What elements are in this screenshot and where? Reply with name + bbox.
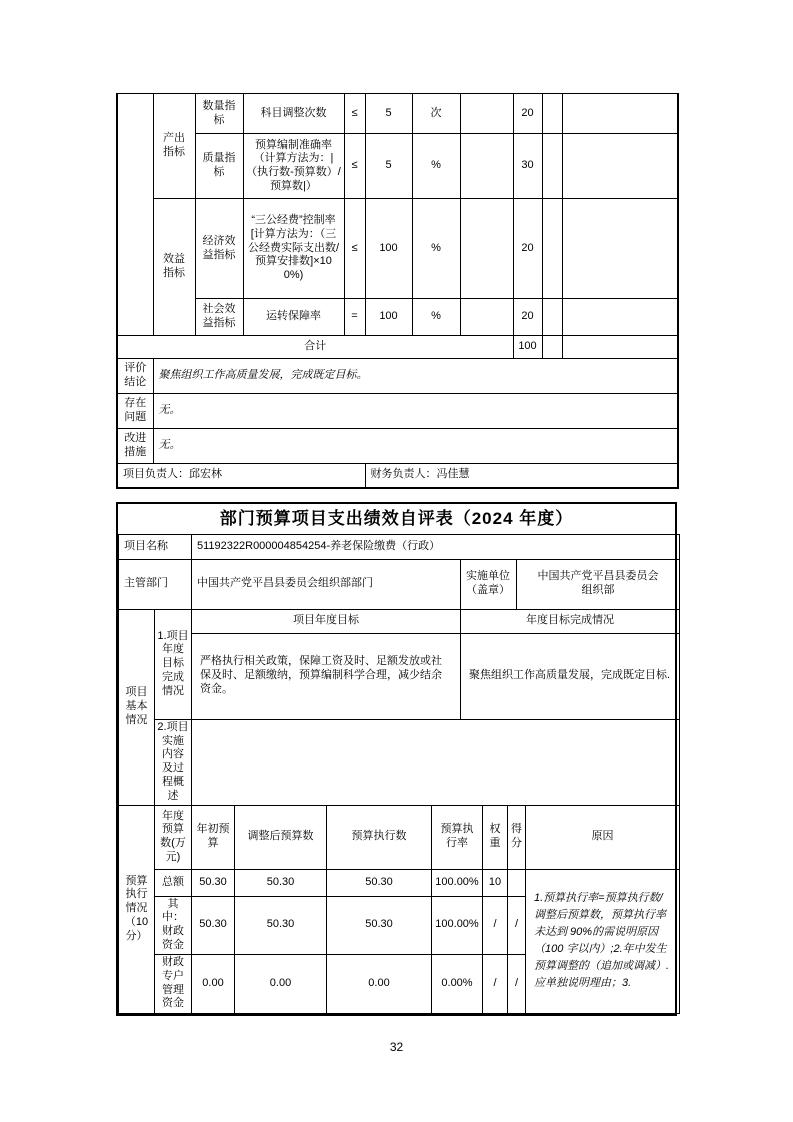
actual-value-cell bbox=[460, 94, 513, 134]
rate-value-cell: 100.00% bbox=[432, 869, 483, 896]
impl-unit-label-cell: 实施单位（盖章） bbox=[461, 559, 517, 609]
deviation-reason-cell bbox=[562, 134, 678, 199]
score-header-cell: 得分 bbox=[508, 805, 526, 869]
weight-value-cell: 10 bbox=[483, 869, 508, 896]
weight-value-cell: / bbox=[483, 896, 508, 954]
target-value-cell: 100 bbox=[365, 199, 412, 299]
sheet bbox=[116, 93, 677, 1054]
rate-header-cell: 预算执行率 bbox=[432, 805, 483, 869]
project-name-label-cell: 项目名称 bbox=[119, 534, 192, 559]
operator-cell: = bbox=[344, 299, 365, 336]
basic-info-section bbox=[118, 609, 680, 806]
executed-header-cell: 预算执行数 bbox=[327, 805, 432, 869]
target-value-cell: 5 bbox=[365, 94, 412, 134]
reason-text-cell: 1.预算执行率=预算执行数/调整后预算数，预算执行率未达到 90%的需说明原因（100 字以内）;2.年中发生预算调整的（追加或调减）.应单独说明理由；3. bbox=[526, 869, 680, 1013]
indicator-name-cell: 运转保障率 bbox=[243, 299, 344, 336]
budget-row-label-cell: 财政专户管理资金 bbox=[155, 954, 192, 1013]
indicator-name-cell: “三公经费”控制率[计算方法为：（三公经费实际支出数/预算安排数]×100%) bbox=[243, 199, 344, 299]
goal-done-col-header-cell: 年度目标完成情况 bbox=[461, 609, 680, 633]
actual-value-cell bbox=[460, 199, 513, 299]
unit-cell: 次 bbox=[412, 94, 460, 134]
budget-header-row bbox=[119, 805, 680, 869]
problems-text-cell: 无。 bbox=[153, 394, 678, 429]
goal-text-cell: 严格执行相关政策，保障工资及时、足额发放或社保及时、足额缴纳，预算编制科学合理，减少结余资金。 bbox=[192, 633, 461, 719]
measures-row bbox=[117, 429, 678, 464]
total-weight-cell: 100 bbox=[513, 336, 542, 359]
budget-row-label-cell: 其中：财政资金 bbox=[155, 896, 192, 954]
adjusted-value-cell: 50.30 bbox=[235, 869, 327, 896]
title-section bbox=[118, 504, 675, 535]
problems-label-cell: 存在问题 bbox=[117, 394, 153, 429]
indicator-row bbox=[117, 199, 678, 299]
initial-value-cell: 50.30 bbox=[192, 869, 235, 896]
deviation-reason-cell bbox=[562, 199, 678, 299]
goal-section-label-cell: 1.项目年度目标完成情况 bbox=[155, 609, 192, 719]
managers-row bbox=[117, 464, 678, 488]
budget-row-label-cell: 总额 bbox=[155, 869, 192, 896]
score-value-cell: / bbox=[508, 896, 526, 954]
total-label-cell: 合计 bbox=[117, 336, 513, 359]
operator-cell: ≤ bbox=[344, 94, 365, 134]
conclusion-row bbox=[117, 359, 678, 394]
impl-section-label-cell: 2.项目实施内容及过程概述 bbox=[155, 719, 192, 805]
conclusion-text-cell: 聚焦组织工作高质量发展，完成既定目标。 bbox=[153, 359, 678, 394]
weight-value-cell: / bbox=[483, 954, 508, 1013]
sub-indicator-cell: 数量指标 bbox=[195, 94, 243, 134]
adjusted-value-cell: 50.30 bbox=[235, 896, 327, 954]
initial-value-cell: 50.30 bbox=[192, 896, 235, 954]
weight-header-cell: 权重 bbox=[483, 805, 508, 869]
sub-indicator-cell: 质量指标 bbox=[195, 134, 243, 199]
dept-label-cell: 主管部门 bbox=[119, 559, 192, 609]
page-number: 32 bbox=[389, 1039, 404, 1054]
project-name-value-cell: 51192322R000004854254-养老保险缴费（行政） bbox=[192, 534, 680, 559]
score-cell bbox=[542, 299, 562, 336]
indicator-row bbox=[117, 134, 678, 199]
conclusion-label-cell: 评价结论 bbox=[117, 359, 153, 394]
score-value-cell bbox=[508, 869, 526, 896]
adjusted-value-cell: 0.00 bbox=[235, 954, 327, 1013]
target-value-cell: 5 bbox=[365, 134, 412, 199]
performance-indicators-table bbox=[116, 93, 679, 489]
deviation-reason-cell bbox=[562, 299, 678, 336]
initial-value-cell: 0.00 bbox=[192, 954, 235, 1013]
weight-cell: 20 bbox=[513, 199, 542, 299]
table-title: 部门预算项目支出绩效自评表（2024 年度） bbox=[219, 509, 574, 529]
weight-cell: 20 bbox=[513, 94, 542, 134]
sub-indicator-cell: 社会效益指标 bbox=[195, 299, 243, 336]
operator-cell: ≤ bbox=[344, 134, 365, 199]
rate-value-cell: 0.00% bbox=[432, 954, 483, 1013]
goal-done-text-cell: 聚焦组织工作高质量发展，完成既定目标. bbox=[461, 633, 680, 719]
unit-cell: % bbox=[412, 299, 460, 336]
weight-cell: 20 bbox=[513, 299, 542, 336]
adjusted-header-cell: 调整后预算数 bbox=[235, 805, 327, 869]
problems-row bbox=[117, 394, 678, 429]
finance-manager-cell: 财务负责人：冯佳慧 bbox=[365, 464, 678, 488]
actual-value-cell bbox=[460, 299, 513, 336]
score-value-cell: / bbox=[508, 954, 526, 1013]
rate-value-cell: 100.00% bbox=[432, 896, 483, 954]
year-budget-header-cell: 年度预算数(万元) bbox=[155, 805, 192, 869]
department-section bbox=[118, 559, 680, 610]
executed-value-cell: 50.30 bbox=[327, 869, 432, 896]
measures-label-cell: 改进措施 bbox=[117, 429, 153, 464]
indicator-row bbox=[117, 299, 678, 336]
score-cell bbox=[542, 134, 562, 199]
score-cell bbox=[542, 94, 562, 134]
indicator-type-cell bbox=[117, 94, 153, 336]
project-manager-cell: 项目负责人：邱宏林 bbox=[117, 464, 365, 488]
impl-unit-value-cell: 中国共产党平昌县委员会组织部 bbox=[517, 559, 680, 609]
indicator-name-cell: 预算编制准确率（计算方法为：|（执行数-预算数）/预算数|） bbox=[243, 134, 344, 199]
impl-section-text-cell bbox=[192, 719, 680, 805]
weight-cell: 30 bbox=[513, 134, 542, 199]
deviation-reason-cell bbox=[562, 94, 678, 134]
score-cell bbox=[542, 199, 562, 299]
category-cell: 产出指标 bbox=[153, 94, 195, 199]
initial-header-cell: 年初预算 bbox=[192, 805, 235, 869]
deviation-reason-cell bbox=[562, 336, 678, 359]
unit-cell: % bbox=[412, 134, 460, 199]
measures-text-cell: 无。 bbox=[153, 429, 678, 464]
total-row bbox=[117, 336, 678, 359]
operator-cell: ≤ bbox=[344, 199, 365, 299]
goal-col-header-cell: 项目年度目标 bbox=[192, 609, 461, 633]
budget-row bbox=[119, 869, 680, 896]
actual-value-cell bbox=[460, 134, 513, 199]
score-cell bbox=[542, 336, 562, 359]
category-cell: 效益指标 bbox=[153, 199, 195, 336]
sub-indicator-cell: 经济效益指标 bbox=[195, 199, 243, 299]
executed-value-cell: 0.00 bbox=[327, 954, 432, 1013]
indicator-row bbox=[117, 94, 678, 134]
executed-value-cell: 50.30 bbox=[327, 896, 432, 954]
indicator-name-cell: 科目调整次数 bbox=[243, 94, 344, 134]
dept-value-cell: 中国共产党平昌县委员会组织部部门 bbox=[192, 559, 461, 609]
unit-cell: % bbox=[412, 199, 460, 299]
target-value-cell: 100 bbox=[365, 299, 412, 336]
budget-section-label-cell: 预算执行情况（10 分） bbox=[119, 805, 155, 1013]
self-evaluation-table bbox=[116, 502, 677, 1016]
basic-section-label-cell: 项目基本情况 bbox=[119, 609, 155, 805]
budget-execution-section bbox=[118, 805, 680, 1014]
reason-header-cell: 原因 bbox=[526, 805, 680, 869]
project-name-section bbox=[118, 534, 680, 560]
